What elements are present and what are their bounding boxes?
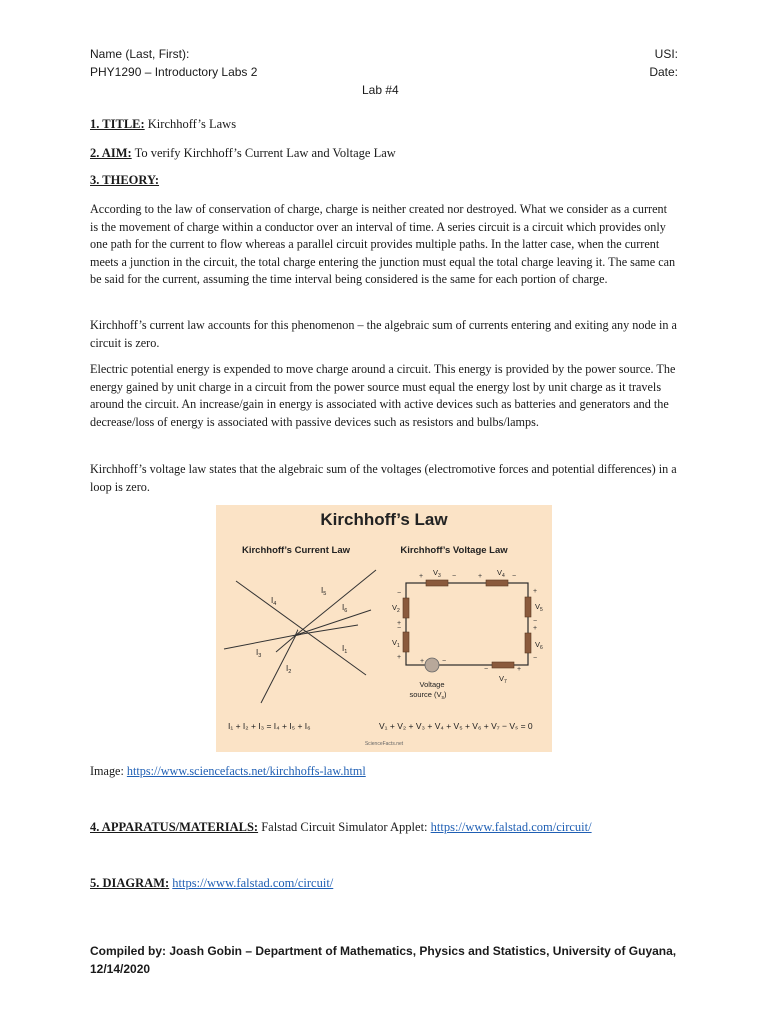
- diagram-line: [90, 876, 333, 891]
- image-credit-line: [90, 764, 366, 779]
- kirchhoff-diagram: [216, 505, 552, 752]
- apparatus-line: [90, 820, 592, 835]
- resistor-v4: [486, 580, 508, 586]
- kvl-polarity-signs: [397, 573, 537, 673]
- title-line: [90, 117, 236, 132]
- theory-heading: 3. THEORY:: [90, 173, 160, 187]
- date-label: Date:: [649, 65, 678, 79]
- resistor-v3: [426, 580, 448, 586]
- resistor-v6: [525, 633, 531, 653]
- resistor-v5: [525, 597, 531, 617]
- lab-number: Lab #4: [362, 83, 399, 97]
- aim-text: To verify Kirchhoff’s Current Law and Voltage Law: [134, 146, 396, 160]
- label-v6: $V_6$: [535, 640, 543, 651]
- resistor-v1: [403, 632, 409, 652]
- svg-text:+: +: [397, 620, 402, 627]
- apparatus-text: Falstad Circuit Simulator Applet:: [261, 820, 428, 834]
- figure-title: Kirchhoff’s Law: [320, 510, 448, 529]
- kcl-title: Kirchhoff’s Current Law: [241, 545, 351, 556]
- diagram-heading: 5. DIAGRAM:: [90, 876, 170, 890]
- label-v7: $V_7$: [499, 674, 507, 685]
- svg-text:+: +: [419, 573, 424, 580]
- label-v1: $V_1$: [392, 638, 400, 649]
- current-line-i1: [296, 625, 358, 635]
- current-line-i4: [236, 581, 366, 675]
- svg-text:+: +: [420, 658, 425, 665]
- svg-text:−: −: [442, 658, 447, 665]
- kvl-loop: [406, 583, 528, 665]
- voltage-source-icon: [425, 658, 439, 672]
- footer-compiled-by: Compiled by: Joash Gobin – Department of Mathematics, Physics and Statistics, University of Guyana, 12/14/2020: [90, 944, 677, 976]
- image-credit-label: Image:: [90, 764, 124, 778]
- voltage-source-label-2: source $(V_s)$: [409, 690, 447, 701]
- label-i4: $I_4$: [271, 596, 277, 607]
- theory-paragraph-2: Kirchhoff’s current law accounts for this phenomenon – the algebraic sum of currents entering and exiting any node in a circuit is zero.: [90, 318, 677, 350]
- svg-text:−: −: [397, 625, 402, 632]
- kcl-equation: I₁ + I₂ + I₃ = I₄ + I₅ + I₆: [228, 721, 311, 731]
- voltage-source-label-1: Voltage: [419, 680, 445, 689]
- label-v2: $V_2$: [392, 603, 400, 614]
- title-text: Kirchhoff’s Laws: [147, 117, 237, 131]
- label-v5: $V_5$: [535, 602, 543, 613]
- apparatus-heading: 4. APPARATUS/MATERIALS:: [90, 820, 259, 834]
- resistor-v7: [492, 662, 514, 668]
- svg-text:+: +: [533, 625, 538, 632]
- kvl-labels: [392, 568, 543, 701]
- svg-text:+: +: [397, 654, 402, 661]
- kvl-title: Kirchhoff’s Voltage Law: [400, 545, 508, 556]
- label-v4: $V_4$: [497, 568, 505, 579]
- svg-text:+: +: [533, 588, 538, 595]
- title-heading: 1. TITLE:: [90, 117, 145, 131]
- theory-line: [90, 173, 159, 188]
- course-code: PHY1290 – Introductory Labs 2: [90, 65, 258, 79]
- svg-text:−: −: [512, 573, 517, 580]
- name-label: Name (Last, First):: [90, 47, 190, 61]
- svg-text:+: +: [517, 666, 522, 673]
- label-i2: $I_2$: [286, 664, 292, 675]
- current-line-i5-tail: [276, 635, 296, 652]
- figure-watermark: ScienceFacts.net: [364, 741, 404, 747]
- aim-line: [90, 146, 396, 161]
- usi-label: USI:: [654, 47, 678, 61]
- svg-text:−: −: [452, 573, 457, 580]
- theory-paragraph-1: According to the law of conservation of charge, charge is neither created nor destroyed. What we consider as a current is the movement of charge within a conductor over an interval of time. A series circuit is a circuit which provides only one path for the current to flow whereas a parallel circuit provides multiple paths. In the latter case, when the current meets a junction in the circuit, the total charge entering the junction must equal the total charge leaving it. The same can be said for the current, assuming the time interval being considered is the same for each portion of charge.: [90, 202, 676, 286]
- theory-paragraph-3: Electric potential energy is expended to move charge around a circuit. This energy is provided by the power source. The energy gained by unit charge in a circuit from the power source must equal the energy lost by unit charge as it travels around the circuit. An increase/gain in energy is associated with active devices such as batteries and generators and the decrease/loss of energy is associated with passive devices such as resistors and bulbs/lamps.: [90, 362, 676, 429]
- kvl-resistors: [403, 580, 531, 668]
- svg-text:−: −: [484, 666, 489, 673]
- theory-paragraph-4: Kirchhoff’s voltage law states that the algebraic sum of the voltages (electromotive forces and potential differences) in a loop is zero.: [90, 462, 677, 494]
- svg-text:−: −: [397, 590, 402, 597]
- label-i3: $I_3$: [256, 648, 262, 659]
- resistor-v2: [403, 598, 409, 618]
- label-i1: $I_1$: [342, 644, 348, 655]
- kcl-junction: [224, 570, 376, 703]
- image-source-link[interactable]: https://www.sciencefacts.net/kirchhoffs-law.html: [126, 764, 366, 778]
- apparatus-link[interactable]: https://www.falstad.com/circuit/: [430, 820, 592, 834]
- svg-text:−: −: [533, 618, 538, 625]
- label-i6: $I_6$: [342, 603, 348, 614]
- svg-text:+: +: [478, 573, 483, 580]
- kirchhoff-law-figure: [216, 505, 552, 752]
- diagram-link[interactable]: https://www.falstad.com/circuit/: [172, 876, 334, 890]
- svg-text:−: −: [533, 655, 538, 662]
- aim-heading: 2. AIM:: [90, 146, 132, 160]
- current-line-i5: [296, 570, 376, 635]
- label-v3: $V_3$: [433, 568, 441, 579]
- kvl-equation: V₁ + V₂ + V₃ + V₄ + V₅ + V₆ + V₇ − Vₛ = 0: [379, 721, 533, 731]
- current-line-i6: [296, 610, 371, 635]
- label-i5: $I_5$: [321, 586, 327, 597]
- current-line-i3: [224, 635, 296, 649]
